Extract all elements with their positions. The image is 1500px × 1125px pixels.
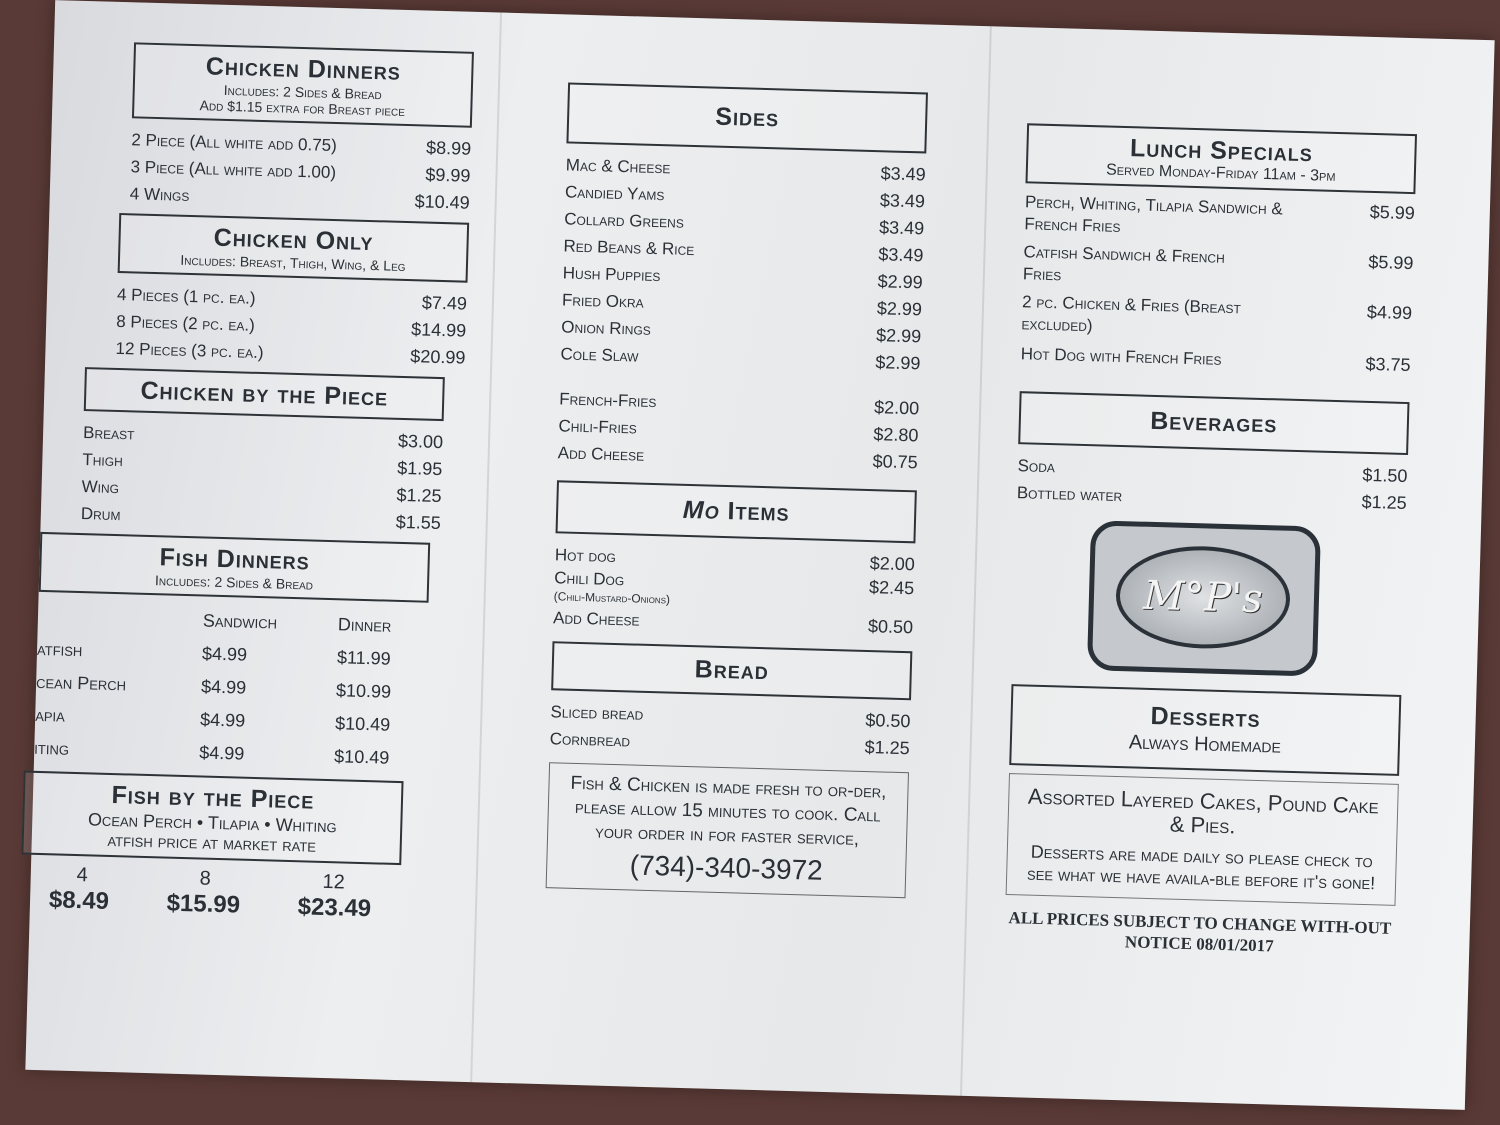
item-price: $2.99 [876, 298, 923, 320]
item-name: Drum [80, 504, 121, 525]
fish-piece-header [21, 771, 403, 866]
item-price: $4.99 [1366, 301, 1413, 324]
item-note: (Chili-Mustard-Onions) [553, 589, 671, 607]
sandwich-price: $4.99 [201, 643, 248, 665]
title-rest: Items [727, 497, 790, 527]
section-subtitle: Served Monday-Friday 11am - 3pm [1105, 161, 1336, 185]
item-price: $1.25 [864, 737, 910, 759]
chicken-only-section [115, 213, 469, 372]
item-price: $8.99 [425, 137, 472, 159]
sides-header [566, 82, 928, 153]
beverages-section [1016, 391, 1409, 517]
sandwich-price: $4.99 [198, 742, 245, 764]
count-label: 8 [199, 867, 212, 890]
item-price: $7.49 [421, 292, 468, 314]
section-title: Beverages [1149, 406, 1278, 439]
menu-row [1024, 191, 1415, 246]
item-name: Wing [81, 477, 120, 498]
fish-name: apia [34, 704, 66, 726]
item-price: $2.45 [868, 577, 915, 599]
fish-piece-section [20, 771, 404, 925]
middle-panel [490, 13, 960, 1095]
logo-oval [1115, 544, 1292, 651]
item-price: $3.00 [397, 430, 444, 453]
item-price: $10.49 [414, 191, 471, 213]
phone-number: (734)-340-3972 [629, 849, 824, 886]
item-price: $1.95 [396, 457, 443, 480]
section-subtitle: Ocean Perch • Tilapia • Whiting [87, 809, 337, 837]
dinner-price: $10.99 [335, 680, 392, 702]
item-name: Add Cheese [552, 608, 640, 630]
section-title: Fish by the Piece [111, 780, 315, 815]
item-price: $3.49 [880, 163, 926, 185]
dinner-price: $11.99 [336, 647, 391, 669]
item-price: $3.75 [1365, 353, 1411, 376]
item-price: $3.49 [878, 217, 925, 239]
item-price: $1.25 [1361, 491, 1407, 514]
mo-items-section [553, 480, 917, 641]
notice-text: Fish & Chicken is made fresh to or-der, please allow 15 minutes to cook. Call your order in for faster service, [570, 772, 887, 850]
item-price: $0.50 [867, 616, 914, 638]
item-price: $14.99 [410, 319, 467, 341]
item-name: Hot Dog with French Fries [1020, 344, 1222, 369]
section-title: Lunch Specials [1129, 134, 1314, 168]
item-price: $8.49 [48, 886, 110, 915]
section-title: Chicken Dinners [205, 52, 402, 86]
item-name: Hot dog [554, 545, 617, 566]
item-name: Cornbread [549, 729, 631, 751]
desserts-details [1006, 773, 1399, 906]
desserts-header [1009, 684, 1401, 776]
item-price: $20.99 [410, 346, 466, 368]
sandwich-price: $4.99 [199, 709, 246, 731]
bread-header [551, 641, 912, 700]
section-title: Bread [694, 655, 770, 686]
item-name: Hush Puppies [562, 263, 661, 286]
item-name: 12 Pieces (3 pc. ea.) [115, 338, 264, 363]
item-name: 4 Wings [129, 184, 190, 205]
bread-section [549, 641, 912, 762]
item-price: $2.99 [875, 325, 922, 347]
fish-name: atfish [36, 638, 83, 661]
chicken-only-header [118, 213, 470, 283]
item-name: 2 pc. Chicken & Fries (Breast excluded) [1021, 292, 1242, 336]
dinner-price: $10.49 [334, 713, 391, 735]
item-name: Sliced bread [550, 702, 644, 724]
item-name: Mac & Cheese [565, 155, 671, 178]
left-panel [0, 0, 485, 1082]
section-subtitle: Add $1.15 extra for Breast piece [199, 97, 406, 119]
item-price: $15.99 [166, 889, 241, 919]
section-subtitle: atfish price at market rate [107, 829, 317, 856]
item-name: Red Beans & Rice [563, 236, 695, 260]
item-price: $2.80 [873, 424, 919, 446]
chicken-dinners-header [132, 42, 474, 127]
desserts-note: Desserts are made daily so please check to see what we have availa-ble before it's gone! [1026, 841, 1376, 894]
section-title: Sides [714, 102, 780, 133]
item-name: 2 Piece (All white add 0.75) [131, 130, 338, 156]
fish-dinners-section [34, 532, 430, 776]
item-price: $2.99 [877, 271, 923, 293]
item-name: Onion Rings [561, 317, 652, 339]
section-title: Desserts [1150, 701, 1262, 734]
item-name: Soda [1017, 456, 1056, 477]
desserts-list: Assorted Layered Cakes, Pound Cake & Pies. [1027, 783, 1380, 839]
item-name: Perch, Whiting, Tilapia Sandwich & French Fries [1024, 192, 1283, 236]
item-name: Collard Greens [564, 209, 685, 232]
item-price: $2.00 [869, 553, 916, 575]
menu-row [1023, 241, 1414, 296]
item-price: $1.25 [396, 484, 442, 507]
count-label: 12 [322, 870, 346, 894]
item-price: $1.55 [395, 511, 442, 534]
section-title: Chicken by the Piece [140, 376, 389, 412]
item-name: Catfish Sandwich & French Fries [1022, 242, 1226, 285]
section-subtitle: Includes: 2 Sides & Bread [223, 81, 382, 103]
item-name: Chili-Fries [558, 416, 638, 438]
item-price: $23.49 [297, 893, 372, 923]
menu-row [1021, 291, 1412, 346]
item-price: $5.99 [1369, 201, 1416, 224]
section-subtitle: Includes: 2 Sides & Bread [154, 572, 314, 593]
item-price: $0.75 [872, 451, 918, 473]
chicken-piece-section [81, 367, 445, 537]
logo-text: M°P's [1142, 572, 1264, 623]
menu-row [1020, 341, 1411, 378]
item-name: Thigh [82, 450, 124, 471]
right-panel [980, 27, 1430, 1108]
item-name: Fried Okra [561, 290, 644, 312]
section-title: Chicken Only [213, 223, 374, 257]
lunch-specials-section [1020, 123, 1417, 378]
item-price: $5.99 [1368, 251, 1414, 274]
item-name: Bottled water [1016, 483, 1123, 506]
item-price: $2.00 [873, 397, 920, 419]
item-name: Add Cheese [557, 443, 645, 465]
dinner-column-label: Dinner [337, 614, 392, 636]
fish-name: iting [34, 737, 70, 759]
item-name: 3 Piece (All white add 1.00) [130, 157, 337, 183]
desserts-section [1004, 684, 1401, 960]
item-price: $0.50 [865, 710, 911, 732]
count-label: 4 [76, 864, 89, 887]
item-price: $9.99 [425, 164, 471, 186]
item-name: French-Fries [559, 389, 657, 412]
section-subtitle: Always Homemade [1128, 731, 1282, 758]
item-price: $3.49 [879, 190, 926, 212]
fish-name: cean Perch [35, 671, 127, 695]
price-notice: ALL PRICES SUBJECT TO CHANGE WITH-OUT NOTICE 08/01/2017 [1008, 908, 1392, 956]
item-name: 8 Pieces (2 pc. ea.) [116, 311, 256, 335]
mo-items-header [556, 480, 917, 543]
order-notice [546, 762, 909, 898]
item-price: $1.50 [1362, 464, 1408, 487]
beverages-header [1018, 391, 1409, 455]
section-title: Fish Dinners [159, 543, 311, 576]
title-emphasis: Mo [682, 495, 721, 525]
chicken-dinners-section [129, 42, 473, 216]
fish-dinners-header [39, 532, 431, 603]
item-name: Breast [82, 423, 135, 444]
sandwich-price: $4.99 [200, 676, 247, 698]
section-title [566, 493, 907, 531]
item-price: $3.49 [878, 244, 924, 266]
restaurant-logo [1087, 520, 1321, 676]
item-name: Candied Yams [564, 182, 665, 205]
item-name: 4 Pieces (1 pc. ea.) [116, 284, 256, 308]
sandwich-column-label: Sandwich [202, 610, 278, 633]
trifold-menu [25, 0, 1494, 1110]
chicken-piece-header [84, 367, 445, 421]
sides-section [557, 82, 928, 476]
section-subtitle: Includes: Breast, Thigh, Wing, & Leg [180, 251, 406, 274]
item-price: $2.99 [875, 352, 921, 374]
item-name: Chili Dog [554, 568, 625, 590]
lunch-specials-header [1025, 123, 1417, 194]
dinner-price: $10.49 [333, 746, 390, 768]
item-name: Cole Slaw [560, 344, 639, 366]
